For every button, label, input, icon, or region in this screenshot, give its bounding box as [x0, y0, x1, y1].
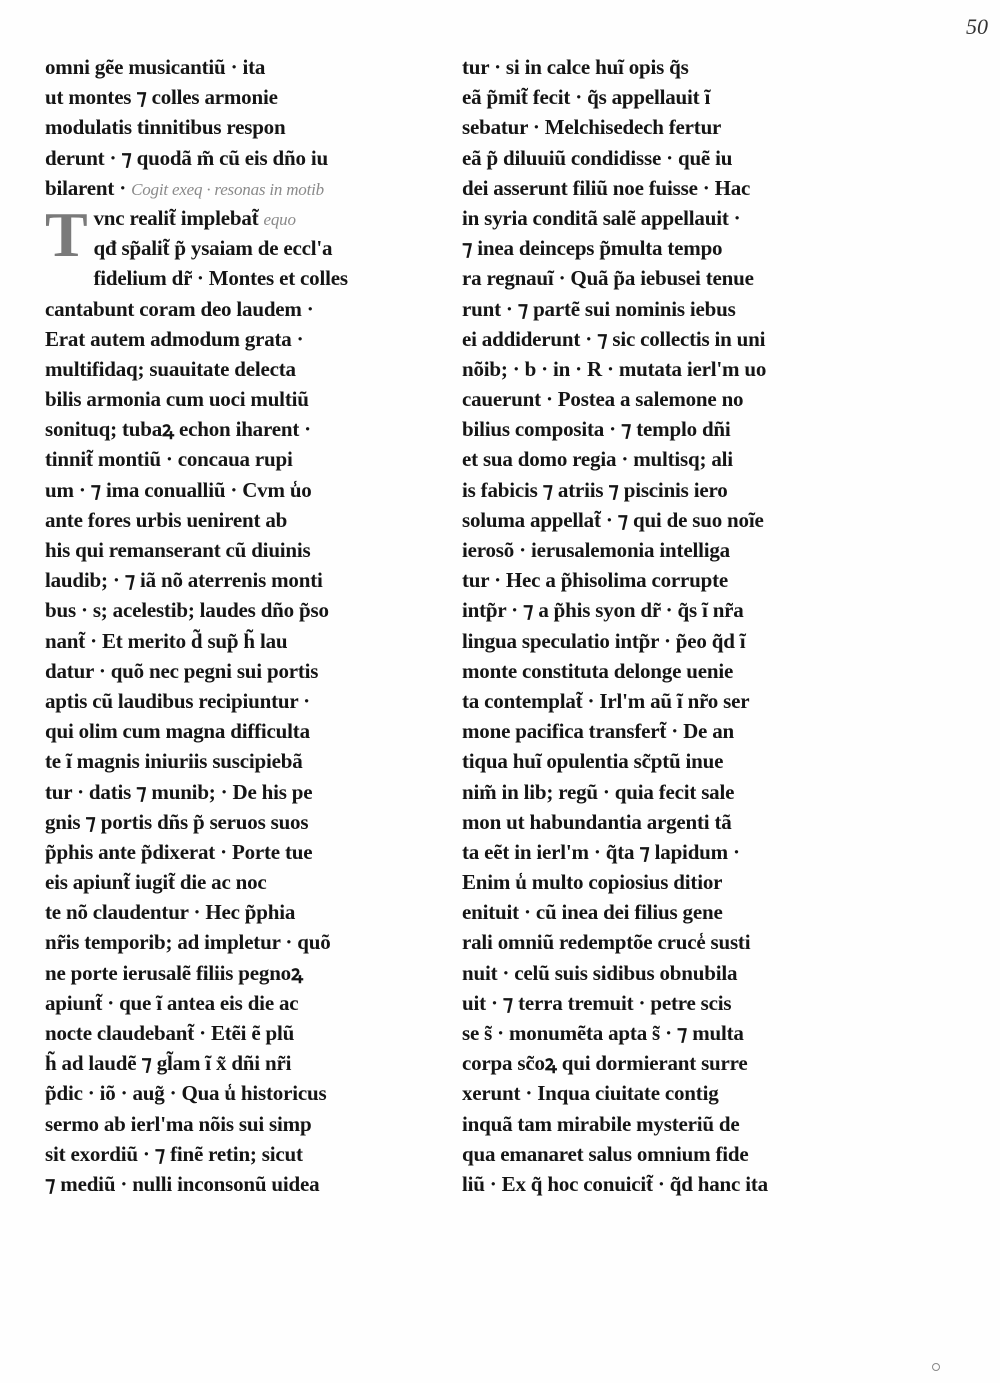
line-text: enituit · cũ inea dei filius gene	[462, 900, 723, 925]
line-text: liũ · Ex q̃ hoc conuicit̃ · q̃d hanc ita	[462, 1171, 768, 1196]
line-text: nõib; · b · in · R · mutata ierl'm uo	[462, 356, 767, 381]
line-text: bilis armonia cum uoci multiũ	[45, 387, 309, 412]
text-line	[45, 958, 440, 988]
line-text: uit · ⁊ terra tremuit · petre scis	[462, 990, 732, 1015]
line-text: datur · quõ nec pegni sui portis	[45, 658, 319, 683]
line-text: is fabicis ⁊ atriis ⁊ piscinis iero	[462, 477, 728, 502]
text-line	[462, 354, 862, 384]
line-text: tinnit̃ montiũ · concaua rupi	[45, 447, 293, 472]
line-text: soluma appellat̃ · ⁊ qui de suo noĩe	[462, 507, 764, 532]
line-text: sebatur · Melchisedech fertur	[462, 115, 722, 140]
line-text: corpa sc̃oꝝ qui dormierant surre	[462, 1051, 748, 1076]
text-line	[45, 1078, 440, 1108]
line-text: bilius composita · ⁊ templo dñi	[462, 417, 731, 442]
text-line	[45, 565, 440, 595]
line-text: mon ut habundantia argenti tã	[462, 809, 732, 834]
text-line	[45, 233, 440, 263]
text-line	[45, 324, 440, 354]
text-line	[462, 112, 862, 142]
folio-number: 50	[966, 14, 988, 39]
line-text: ra regnauĩ · Quã p̃a iebusei tenue	[462, 266, 754, 291]
line-text: bilarent ·	[45, 175, 127, 200]
text-line	[45, 294, 440, 324]
text-line	[462, 716, 862, 746]
rubric-text: equo	[263, 209, 296, 229]
line-text: p̃phis ante p̃dixerat · Porte tue	[45, 839, 313, 864]
text-line	[462, 1078, 862, 1108]
line-text: runt · ⁊ partẽ sui nominis iebus	[462, 296, 736, 321]
line-text: tur · si in calce huĩ opis q̃s	[462, 55, 689, 79]
text-line	[45, 52, 440, 82]
line-text: derunt · ⁊ quodã m̃ cũ eis dño iu	[45, 145, 328, 170]
decorated-initial: T	[45, 198, 88, 270]
line-text: omni gẽe musicantiũ · ita	[45, 55, 266, 79]
text-line	[462, 927, 862, 957]
text-line	[462, 958, 862, 988]
text-line	[45, 1109, 440, 1139]
line-text: monte constituta delonge uenie	[462, 658, 734, 683]
text-line	[462, 324, 862, 354]
line-text: intp̃r · ⁊ a p̃his syon dr̃ · q̃s ĩ nr̃a	[462, 598, 744, 623]
text-line	[462, 897, 862, 927]
line-text: apiunt̃ · que ĩ antea eis die ac	[45, 990, 299, 1015]
text-line	[462, 777, 862, 807]
text-line	[462, 686, 862, 716]
text-line	[462, 565, 862, 595]
text-line	[45, 444, 440, 474]
text-line	[462, 263, 862, 293]
text-line	[462, 294, 862, 324]
text-line	[462, 867, 862, 897]
text-line	[45, 807, 440, 837]
line-text: ei addiderunt · ⁊ sic collectis in uni	[462, 326, 766, 351]
text-line	[462, 444, 862, 474]
line-text: ⁊ inea deinceps p̃multa tempo	[462, 236, 723, 261]
line-text: ta contemplat̃ · Irl'm aũ ĩ nr̃o ser	[462, 688, 750, 713]
text-line	[45, 595, 440, 625]
text-line	[45, 173, 440, 203]
line-text: Enim u̾ multo copiosius ditior	[462, 870, 723, 895]
text-line	[462, 143, 862, 173]
text-line	[45, 535, 440, 565]
text-line	[45, 143, 440, 173]
text-line	[462, 626, 862, 656]
line-text: nuit · celũ suis sidibus obnubila	[462, 960, 738, 985]
text-line	[462, 1048, 862, 1078]
line-text: tur · Hec a p̃hisolima corrupte	[462, 568, 729, 593]
text-line	[462, 475, 862, 505]
text-line	[462, 746, 862, 776]
text-line	[45, 988, 440, 1018]
line-text: modulatis tinnitibus respon	[45, 115, 286, 140]
left-column	[45, 52, 440, 1199]
text-line	[45, 384, 440, 414]
line-text: te ĩ magnis iniuriis suscipiebã	[45, 749, 303, 774]
text-line	[45, 475, 440, 505]
line-text: tiqua huĩ opulentia sc̃ptũ inue	[462, 749, 724, 774]
text-line	[462, 1018, 862, 1048]
line-text: dei asserunt filiũ noe fuisse · Hac	[462, 175, 751, 200]
text-line	[45, 716, 440, 746]
text-line	[45, 746, 440, 776]
line-text: ante fores urbis uenirent ab	[45, 507, 288, 532]
line-text: sermo ab ierl'ma nõis sui simp	[45, 1111, 312, 1136]
line-text: inquã tam mirabile mysteriũ de	[462, 1111, 740, 1136]
page-mark	[932, 1363, 940, 1371]
line-text: ta eẽt in ierl'm · q̃ta ⁊ lapidum ·	[462, 839, 740, 864]
line-text: aptis cũ laudibus recipiuntur ·	[45, 688, 310, 713]
line-text: mone pacifica transfert̃ · De an	[462, 719, 734, 744]
line-text: qđ sp̃alit̃ p̃ ysaiam de eccl'a	[93, 236, 333, 261]
line-text: ut montes ⁊ colles armonie	[45, 85, 278, 110]
text-line	[462, 384, 862, 414]
line-text: ⁊ mediũ · nulli inconsonũ uidea	[45, 1171, 320, 1196]
line-text: nocte claudebant̃ · Etẽi ẽ plũ	[45, 1021, 295, 1045]
text-line	[45, 112, 440, 142]
line-text: in syria conditã salẽ appellauit ·	[462, 205, 741, 230]
line-text: tur · datis ⁊ munib; · De his pe	[45, 779, 313, 804]
line-text: lingua speculatio intp̃r · p̃eo q̃d ĩ	[462, 628, 746, 653]
text-line	[462, 82, 862, 112]
line-text: sit exordiũ · ⁊ finẽ retin; sicut	[45, 1141, 303, 1166]
line-text: Erat autem admodum grata ·	[45, 326, 304, 351]
line-text: se s̃ · monumẽta apta s̃ · ⁊ multa	[462, 1021, 744, 1045]
line-text: multifidaq; suauitate delecta	[45, 356, 296, 381]
text-line	[45, 1018, 440, 1048]
line-text: gnis ⁊ portis dñs p̃ seruos suos	[45, 809, 309, 834]
text-line	[462, 837, 862, 867]
text-line	[45, 867, 440, 897]
text-line	[462, 1169, 862, 1199]
text-line	[45, 82, 440, 112]
line-text: bus · s; acelestib; laudes dño p̃so	[45, 598, 329, 623]
text-line	[45, 1048, 440, 1078]
line-text: cauerunt · Postea a salemone no	[462, 387, 744, 412]
text-line	[462, 52, 862, 82]
line-text: laudib; · ⁊ iã nõ aterrenis monti	[45, 568, 323, 593]
line-text: qui olim cum magna difficulta	[45, 719, 310, 744]
text-line	[462, 203, 862, 233]
text-line	[462, 807, 862, 837]
text-line	[45, 656, 440, 686]
text-line	[45, 1169, 440, 1199]
line-text: qua emanaret salus omnium fide	[462, 1141, 749, 1166]
text-line	[45, 263, 440, 293]
line-text: eã p̃mit̃ fecit · q̃s appellauit ĩ	[462, 85, 711, 110]
text-line	[462, 414, 862, 444]
text-line	[45, 505, 440, 535]
text-line	[45, 897, 440, 927]
text-line	[462, 656, 862, 686]
text-line	[462, 233, 862, 263]
text-line	[45, 777, 440, 807]
text-line	[462, 988, 862, 1018]
line-text: um · ⁊ ima conualliũ · Cvm u̾o	[45, 477, 312, 502]
line-text: h̃ ad laudẽ ⁊ gl̃am ĩ x̃ dñi nr̃i	[45, 1051, 292, 1076]
text-line	[462, 173, 862, 203]
text-line	[462, 535, 862, 565]
text-line	[45, 626, 440, 656]
line-text: ierosõ · ierusalemonia intelliga	[462, 538, 730, 562]
text-line	[45, 927, 440, 957]
line-text: ne porte ierusalẽ filiis pegnoꝝ	[45, 960, 303, 985]
line-text: vnc realit̃ implebat̃	[93, 205, 259, 230]
line-text: te nõ claudentur · Hec p̃phia	[45, 900, 296, 925]
line-text: rali omniũ redemptõe cruce̾ susti	[462, 930, 751, 955]
text-line	[45, 837, 440, 867]
line-text: p̃dic · iõ · aug̃ · Qua u̾ historicus	[45, 1081, 327, 1106]
line-text: et sua domo regia · multisq; ali	[462, 447, 733, 472]
line-text: eis apiunt̃ iugit̃ die ac noc	[45, 870, 267, 895]
line-text: nant̃ · Et merito d̃ sup̃ h̃ lau	[45, 628, 288, 653]
text-line	[462, 1109, 862, 1139]
line-text: fidelium dr̃ · Montes et colles	[93, 266, 348, 291]
text-line	[462, 505, 862, 535]
right-column	[462, 52, 862, 1199]
line-text: eã p̃ diluuiũ condidisse · quẽ iu	[462, 145, 733, 170]
text-line	[45, 686, 440, 716]
text-line	[462, 595, 862, 625]
line-text: xerunt · Inqua ciuitate contig	[462, 1081, 719, 1106]
line-text: nim̃ in lib; regũ · quia fecit sale	[462, 779, 735, 804]
rubric-text: Cogit exeq · resonas in motib	[131, 179, 324, 199]
line-text: his qui remanserant cũ diuinis	[45, 538, 311, 562]
text-line	[45, 354, 440, 384]
text-line	[462, 1139, 862, 1169]
text-line	[45, 414, 440, 444]
text-line	[45, 1139, 440, 1169]
line-text: sonituq; tubaꝝ echon iharent ·	[45, 417, 311, 442]
line-text: nr̃is temporib; ad impletur · quõ	[45, 930, 331, 955]
line-text: cantabunt coram deo laudem ·	[45, 296, 314, 321]
